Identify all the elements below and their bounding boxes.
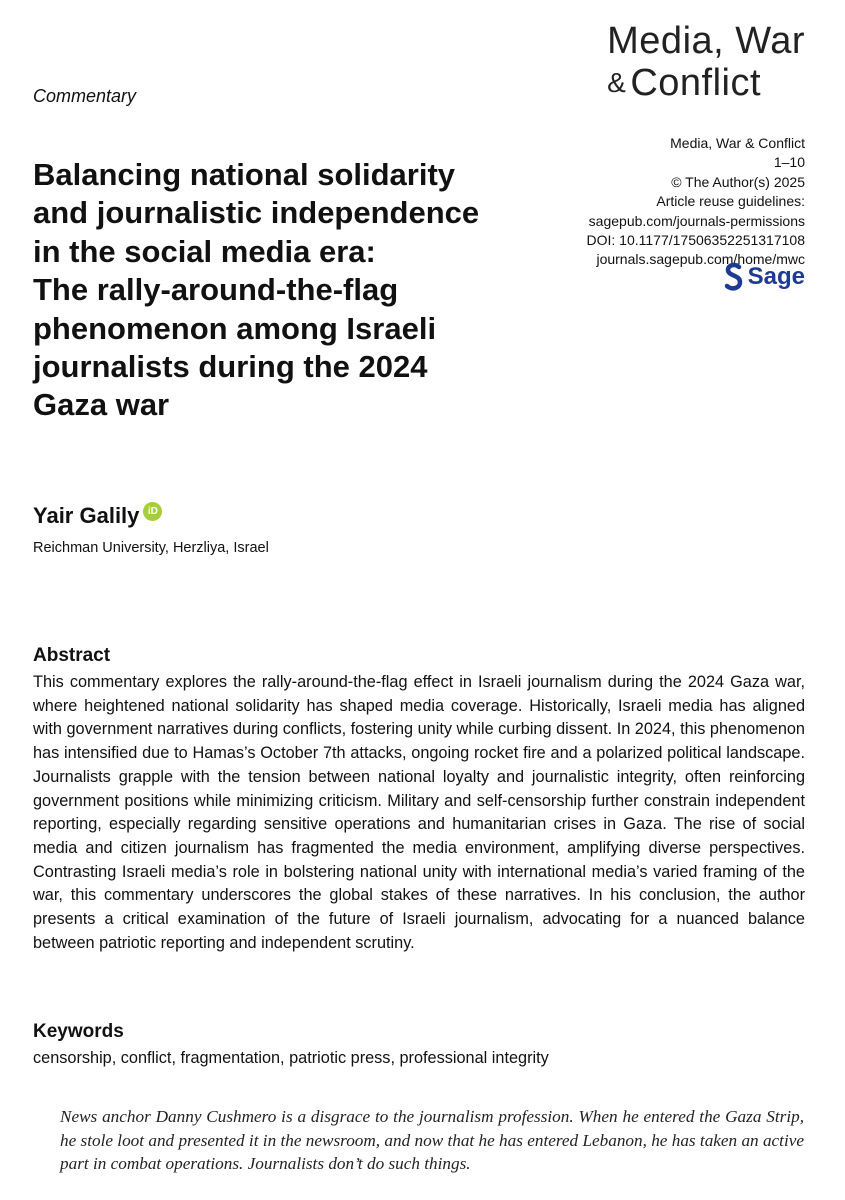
author	[33, 503, 162, 529]
meta-copyright: © The Author(s) 2025	[671, 173, 805, 190]
orcid-icon[interactable]: iD	[143, 502, 162, 521]
journal-logo-line2	[607, 64, 805, 102]
article-title	[33, 156, 553, 425]
meta-reuse-link[interactable]: sagepub.com/journals-permissions	[588, 212, 805, 229]
meta-journal-link[interactable]: journals.sagepub.com/home/mwc	[596, 251, 805, 268]
article-type-label: Commentary	[33, 86, 137, 106]
sage-s-icon	[724, 262, 744, 292]
meta-doi[interactable]: DOI: 10.1177/17506352251317108	[586, 232, 805, 249]
title-line: Balancing national solidarity	[33, 157, 456, 192]
journal-logo	[607, 22, 805, 102]
abstract-text: This commentary explores the rally-around-the-flag effect in Israeli journalism during the 2024 Gaza war, where heightened national solidarity has shaped media coverage. Historically, Israeli media has aligned with government narratives during conflicts, fostering unity while curbing dissent. In 2024, this phenomenon has intensified due to Hamas’s October 7th attacks, ongoing rocket fire and a polarized political landscape. Journalists grapple with the tension between national loyalty and journalistic integrity, often reinforcing government positions while minimizing criticism. Military and self-censorship further constrain independent reporting, especially regarding sensitive operations and humanitarian crises in Gaza. The rise of social media and citizen journalism has fragmented the media environment, amplifying diverse perspectives. Contrasting Israeli media’s role in bolstering national unity with international media’s varied framing of the war, this commentary underscores the global stakes of these narratives. In his conclusion, the author presents a critical examination of the future of Israeli journalism, advocating for a nuanced balance between patriotic reporting and independent scrutiny.	[33, 673, 805, 952]
title-line: journalists during the 2024	[33, 349, 428, 385]
meta-reuse: Article reuse guidelines:	[656, 193, 805, 210]
publisher-name: Sage	[747, 263, 805, 290]
meta-journal: Media, War & Conflict	[670, 135, 805, 151]
title-line: and journalistic independence	[33, 195, 480, 231]
publisher-logo	[724, 262, 805, 292]
title-line: phenomenon among Israeli	[33, 310, 437, 346]
title-line: Gaza war	[33, 387, 170, 423]
title-line: The rally-around-the-flag	[33, 272, 399, 308]
keywords-text: censorship, conflict, fragmentation, patriotic press, professional integrity	[33, 1049, 549, 1067]
journal-logo-line1: Media, War	[607, 20, 805, 62]
journal-logo-line2-text: Conflict	[630, 62, 762, 104]
epigraph-quote: News anchor Danny Cushmero is a disgrace to the journalism profession. When he entered the Gaza Strip, he stole loot and presented it in the newsroom, and now that he has entered Lebanon, he has taken an active part in combat operations. Journalists don’t do such things.	[60, 1107, 804, 1173]
abstract-heading: Abstract	[33, 645, 111, 666]
author-affiliation: Reichman University, Herzliya, Israel	[33, 540, 269, 556]
journal-logo-ampersand: &	[607, 67, 627, 98]
meta-pages: 1–10	[773, 154, 805, 171]
keywords-heading: Keywords	[33, 1021, 124, 1042]
title-line: in the social media era:	[33, 233, 376, 269]
author-name[interactable]: Yair Galily	[33, 503, 140, 528]
